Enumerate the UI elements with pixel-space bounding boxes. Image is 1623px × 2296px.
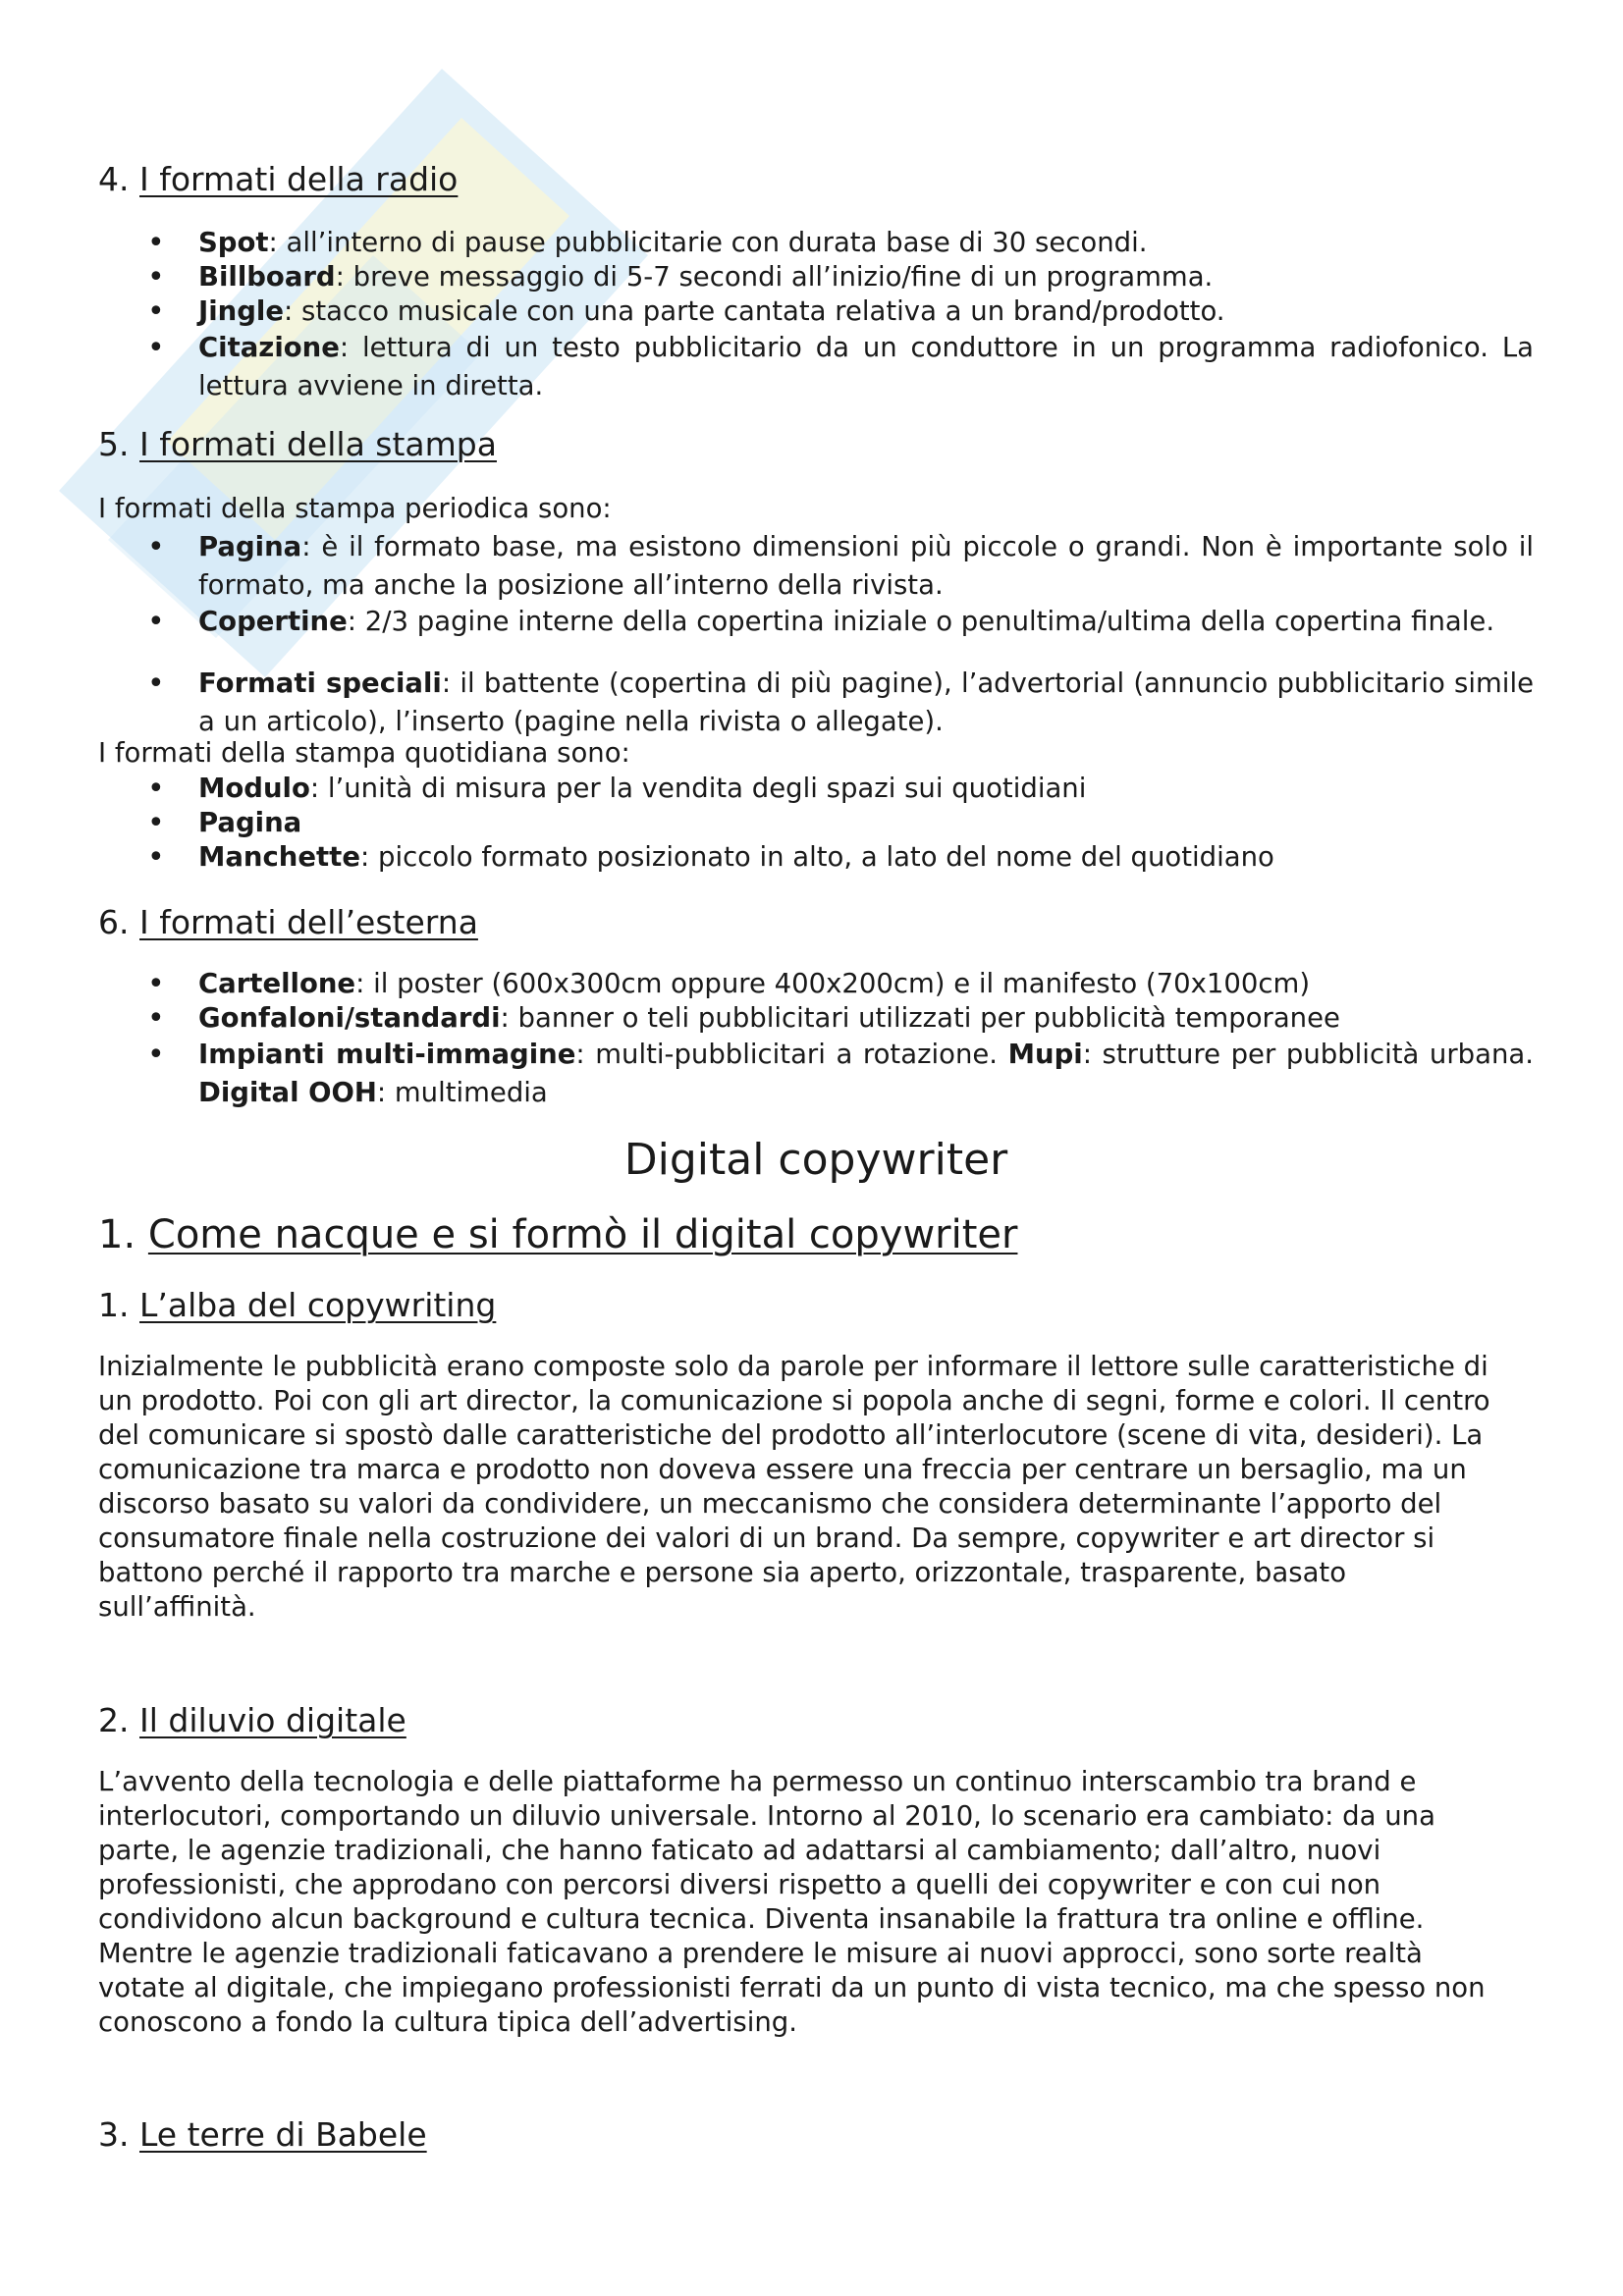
section-heading-diluvio <box>98 1701 406 1740</box>
section-title: Il diluvio digitale <box>139 1701 406 1739</box>
list-item <box>147 1036 1534 1112</box>
paragraph-line: L’avvento della tecnologia e delle piattaforme ha permesso un continuo interscambio tra brand e <box>98 1766 1417 1797</box>
list-item <box>147 1001 1534 1036</box>
list-item <box>147 294 1534 329</box>
list-item <box>147 226 1534 260</box>
section-title: I formati della radio <box>139 160 459 198</box>
section-title: L’alba del copywriting <box>139 1286 497 1324</box>
definition: : breve messaggio di 5-7 secondi all’inizio/fine di un programma. <box>335 261 1214 293</box>
paragraph-line: Inizialmente le pubblicità erano composte solo da parole per informare il lettore sulle caratteristiche di <box>98 1351 1488 1382</box>
term: Formati speciali <box>198 667 442 699</box>
paragraph-line: parte, le agenzie tradizionali, che hanno faticato ad adattarsi al cambiamento; dall’altro, nuovi <box>98 1835 1381 1866</box>
section-number: 6. <box>98 903 130 941</box>
paragraph-line: un prodotto. Poi con gli art director, la comunicazione si popola anche di segni, forme e colori. Il centro <box>98 1385 1490 1416</box>
list-item <box>147 665 1534 741</box>
definition: : lettura di un testo pubblicitario da un conduttore in un programma radiofonico. La lettura avviene in diretta. <box>198 332 1534 401</box>
paragraph-line: votate al digitale, che impiegano professionisti ferrati da un punto di vista tecnico, ma che spesso non <box>98 1972 1486 2003</box>
paragraph-line: condividono alcun background e cultura tecnica. Diventa insanabile la frattura tra online e offline. <box>98 1903 1425 1935</box>
section-heading-radio <box>98 160 458 199</box>
definition: : stacco musicale con una parte cantata relativa a un brand/prodotto. <box>284 295 1225 327</box>
quotidiana-formats-list <box>147 772 1534 875</box>
paragraph-line: battono perché il rapporto tra marche e persone sia aperto, orizzontale, trasparente, basato <box>98 1557 1347 1588</box>
paragraph-line: Mentre le agenzie tradizionali faticavano a prendere le misure ai nuovi approcci, sono sorte realtà <box>98 1938 1423 1969</box>
paragraph-line: discorso basato su valori da condividere, un meccanismo che considera determinante l’apporto del <box>98 1488 1442 1520</box>
section-title: I formati della stampa <box>139 425 497 463</box>
section-number: 1. <box>98 1286 130 1324</box>
list-item <box>147 329 1534 405</box>
paragraph-line: interlocutori, comportando un diluvio universale. Intorno al 2010, lo scenario era cambiato: da una <box>98 1800 1435 1832</box>
definition: : è il formato base, ma esistono dimensioni più piccole o grandi. Non è importante solo il formato, ma anche la posizione all’interno della rivista. <box>198 531 1534 601</box>
term: Manchette <box>198 841 360 873</box>
section-heading-stampa <box>98 425 497 464</box>
section-number: 4. <box>98 160 130 198</box>
quotidiana-intro: I formati della stampa quotidiana sono: <box>98 737 630 769</box>
definition: : 2/3 pagine interne della copertina iniziale o penultima/ultima della copertina finale. <box>347 606 1495 637</box>
term: Citazione <box>198 332 340 363</box>
term: Billboard <box>198 261 336 293</box>
list-item <box>147 528 1534 605</box>
section-number: 2. <box>98 1701 130 1739</box>
list-item <box>147 260 1534 294</box>
definition: : il poster (600x300cm oppure 400x200cm) e il manifesto (70x100cm) <box>355 968 1311 999</box>
definition: : l’unità di misura per la vendita degli spazi sui quotidiani <box>309 773 1087 804</box>
chapter-number: 1. <box>98 1212 136 1257</box>
section-heading-alba <box>98 1286 496 1325</box>
term: Copertine <box>198 606 348 637</box>
paragraph-line: sull’affinità. <box>98 1591 256 1623</box>
definition: : piccolo formato posizionato in alto, a lato del nome del quotidiano <box>359 841 1274 873</box>
diluvio-paragraph <box>98 1765 1542 2040</box>
section-heading-esterna <box>98 903 478 942</box>
term: Jingle <box>198 295 284 327</box>
chapter-title: Digital copywriter <box>623 1135 1008 1185</box>
section-title: I formati dell’esterna <box>139 903 478 941</box>
term: Impianti multi-immagine <box>198 1039 576 1070</box>
section-number: 5. <box>98 425 130 463</box>
section-title: Le terre di Babele <box>139 2115 427 2154</box>
term: Pagina <box>198 807 302 838</box>
chapter-heading <box>98 1211 1017 1258</box>
periodica-formats-list <box>147 528 1534 741</box>
paragraph-line: conoscono a fondo la cultura tipica dell’advertising. <box>98 2006 798 2038</box>
definition: : all’interno di pause pubblicitarie con durata base di 30 secondi. <box>268 227 1148 258</box>
esterna-formats-list <box>147 967 1534 1112</box>
list-item <box>147 772 1534 806</box>
term: Spot <box>198 227 269 258</box>
term: Digital OOH <box>198 1077 377 1108</box>
definition: : banner o teli pubblicitari utilizzati per pubblicità temporanee <box>500 1002 1340 1034</box>
paragraph-line: professionisti, che approdano con percorsi diversi rispetto a quelli dei copywriter e con cui non <box>98 1869 1381 1900</box>
section-heading-babele <box>98 2115 427 2155</box>
list-item <box>147 806 1534 840</box>
alba-paragraph <box>98 1350 1542 1625</box>
paragraph-line: comunicazione tra marca e prodotto non doveva essere una freccia per centrare un bersaglio, ma un <box>98 1454 1467 1485</box>
definition: : multimedia <box>376 1077 548 1108</box>
term: Mupi <box>1007 1039 1083 1070</box>
definition: : multi-pubblicitari a rotazione. <box>575 1039 1008 1070</box>
paragraph-line: del comunicare si spostò dalle caratteristiche del prodotto all’interlocutore (scene di vita, desideri). La <box>98 1419 1484 1451</box>
term: Gonfaloni/standardi <box>198 1002 501 1034</box>
paragraph-line: consumatore finale nella costruzione dei valori di un brand. Da sempre, copywriter e art director si <box>98 1522 1435 1554</box>
term: Pagina <box>198 531 302 562</box>
list-item <box>147 840 1534 875</box>
term: Cartellone <box>198 968 356 999</box>
chapter-heading-title: Come nacque e si formò il digital copywriter <box>147 1212 1018 1257</box>
periodica-intro: I formati della stampa periodica sono: <box>98 493 612 524</box>
list-item <box>147 967 1534 1001</box>
definition: : il battente (copertina di più pagine), l’advertorial (annuncio pubblicitario simile a un articolo), l’inserto (pagine nella rivista o allegate). <box>198 667 1535 737</box>
section-number: 3. <box>98 2115 130 2154</box>
definition: : strutture per pubblicità urbana. <box>1082 1039 1534 1070</box>
term: Modulo <box>198 773 310 804</box>
radio-formats-list <box>147 226 1534 405</box>
list-item <box>147 605 1534 639</box>
